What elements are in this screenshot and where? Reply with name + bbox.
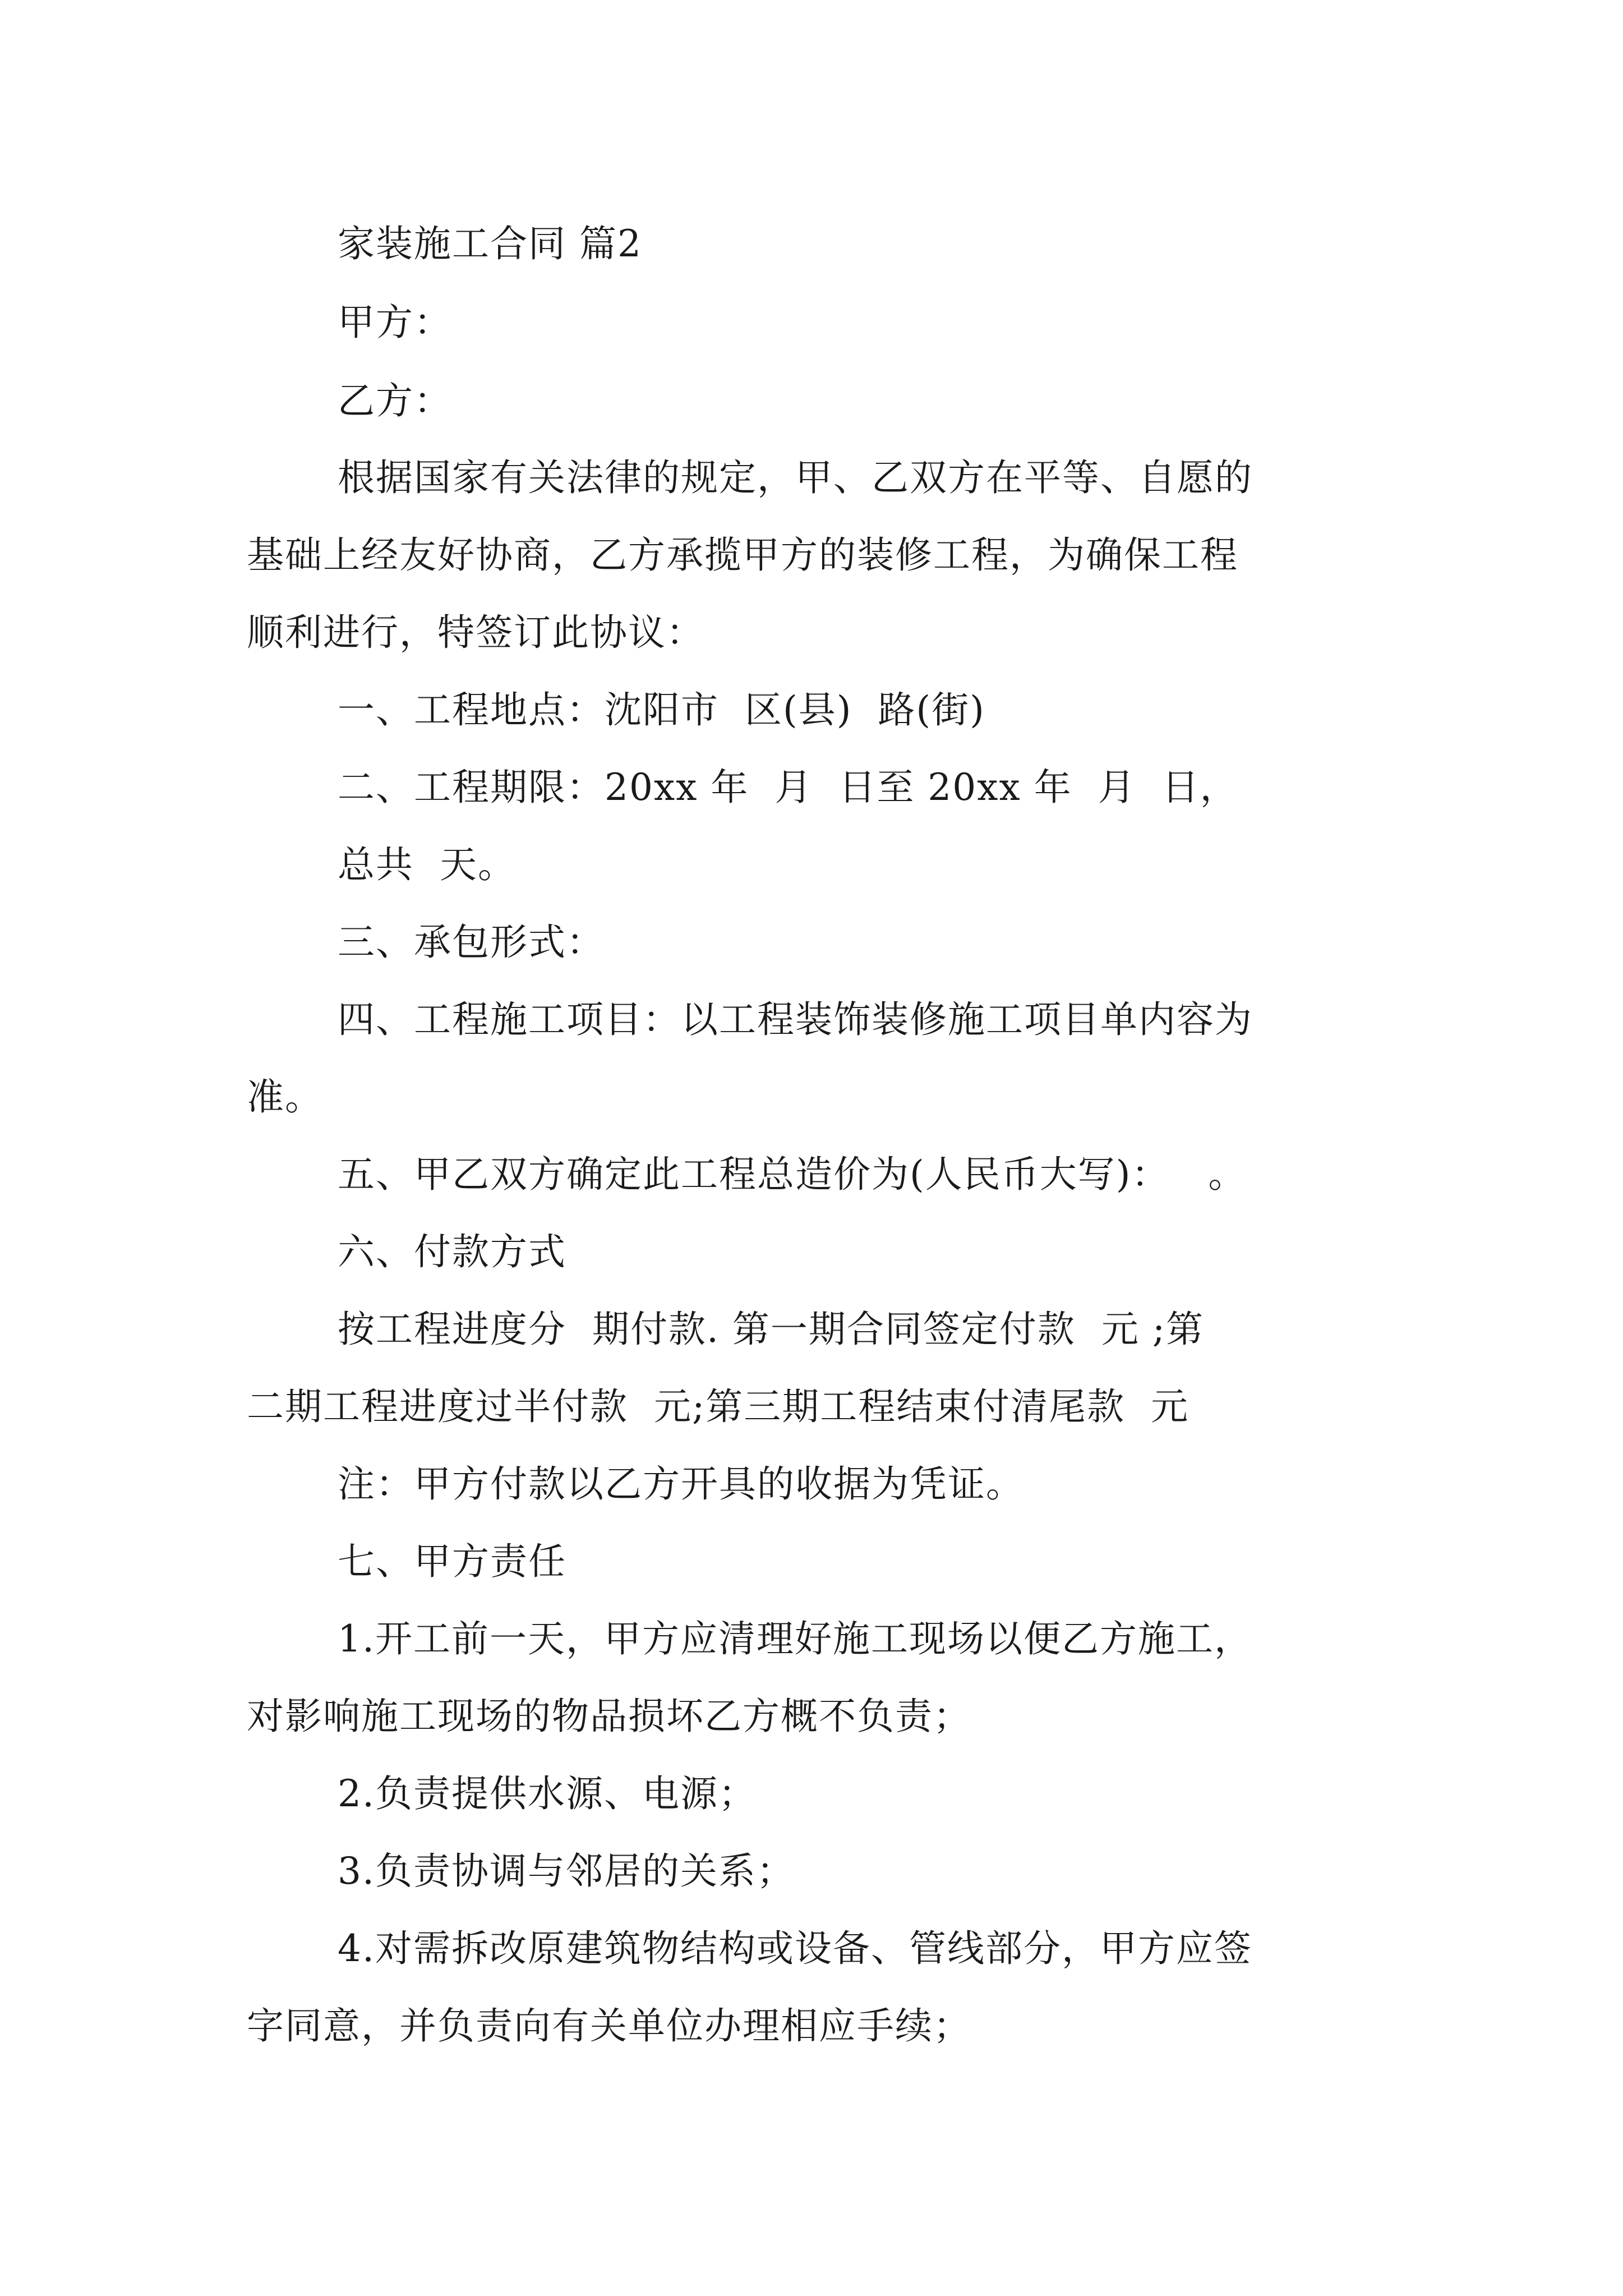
intro-line-3: 顺利进行，特签订此协议： [247,611,704,654]
clause-6-note: 注：甲方付款以乙方开具的收据为凭证。 [338,1462,1024,1506]
intro-line-1: 根据国家有关法律的规定，甲、乙双方在平等、自愿的 [338,456,1253,499]
clause-6-line-1: 按工程进度分 期付款. 第一期合同签定付款 元 ;第 [338,1308,1205,1351]
clause-6-heading: 六、付款方式 [338,1230,566,1273]
clause-2-line-2: 总共 天。 [338,843,516,886]
clause-4-line-2: 准。 [247,1075,323,1119]
clause-7-item-2: 2.负责提供水源、电源； [338,1772,757,1815]
clause-7-item-1-line-2: 对影响施工现场的物品损坏乙方概不负责； [247,1695,971,1738]
clause-3: 三、承包形式： [338,921,605,964]
clause-1: 一、工程地点：沈阳市 区(县) 路(街) [338,688,985,731]
party-b-label: 乙方： [338,379,452,422]
intro-line-2: 基础上经友好协商，乙方承揽甲方的装修工程，为确保工程 [247,533,1238,577]
clause-7-item-4-line-1: 4.对需拆改原建筑物结构或设备、管线部分，甲方应签 [338,1927,1252,1970]
clause-5: 五、甲乙双方确定此工程总造价为(人民币大写)： 。 [338,1153,1247,1196]
party-a-label: 甲方： [338,301,452,344]
clause-7-item-3: 3.负责协调与邻居的关系； [338,1849,795,1893]
clause-2-line-1: 二、工程期限：20xx 年 月 日至 20xx 年 月 日， [338,766,1238,809]
clause-6-line-2: 二期工程进度过半付款 元;第三期工程结束付清尾款 元 [247,1385,1189,1428]
clause-7-heading: 七、甲方责任 [338,1540,566,1583]
clause-7-item-4-line-2: 字同意，并负责向有关单位办理相应手续； [247,2004,971,2047]
document-title: 家装施工合同 篇2 [338,222,642,265]
clause-7-item-1-line-1: 1.开工前一天，甲方应清理好施工现场以便乙方施工， [338,1617,1252,1660]
clause-4-line-1: 四、工程施工项目：以工程装饰装修施工项目单内容为 [338,998,1253,1041]
